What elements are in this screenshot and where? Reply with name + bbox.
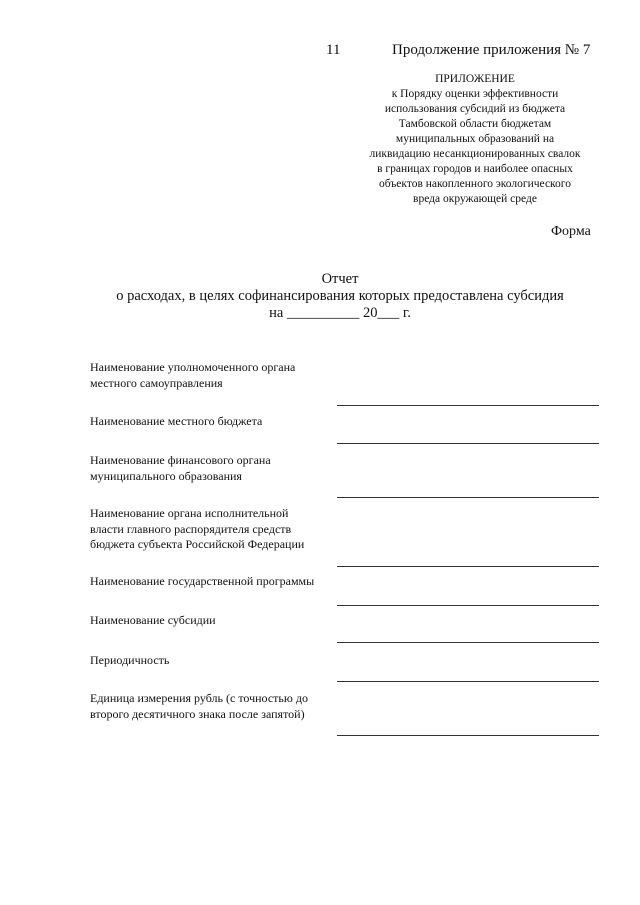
field-input-line-local-budget[interactable]	[337, 443, 599, 444]
field-label-periodicity	[90, 653, 350, 669]
field-label-line: муниципального образования	[90, 468, 242, 483]
field-label-line: власти главного распорядителя средств	[90, 521, 292, 536]
field-label-authorized-body	[90, 360, 350, 391]
appendix-line: использования субсидий из бюджета	[384, 103, 566, 115]
page-number: 11	[326, 42, 341, 58]
field-label-subsidy	[90, 613, 350, 629]
report-date-line: на __________ 20___ г.	[269, 305, 411, 321]
field-label-line: местного самоуправления	[90, 375, 223, 390]
field-label-unit-of-measure	[90, 691, 350, 722]
field-input-line-state-program[interactable]	[337, 605, 599, 606]
field-label-line: Наименование местного бюджета	[90, 414, 263, 428]
appendix-line: вреда окружающей среде	[413, 193, 537, 205]
report-subtitle: о расходах, в целях софинансирования которых предоставлена субсидия	[116, 288, 564, 304]
field-label-line: Наименование уполномоченного органа	[90, 360, 296, 374]
field-label-line: Наименование финансового органа	[90, 453, 271, 467]
field-input-line-unit-of-measure[interactable]	[337, 735, 599, 736]
field-label-line: Наименование государственной программы	[90, 574, 315, 588]
appendix-line: в границах городов и наиболее опасных	[377, 163, 573, 175]
appendix-line: к Порядку оценки эффективности	[391, 88, 559, 100]
field-input-line-subsidy[interactable]	[337, 642, 599, 643]
appendix-line: объектов накопленного экологического	[379, 178, 571, 190]
field-label-line: второго десятичного знака после запятой)	[90, 706, 305, 721]
field-label-line: Единица измерения рубль (с точностью до	[90, 691, 308, 705]
report-title: Отчет	[321, 271, 359, 287]
field-label-financial-body	[90, 453, 350, 484]
field-label-line: Наименование органа исполнительной	[90, 506, 289, 520]
field-label-executive-body	[90, 506, 350, 553]
appendix-header	[330, 72, 620, 207]
field-input-line-financial-body[interactable]	[337, 497, 599, 498]
report-heading	[80, 271, 600, 322]
appendix-line: муниципальных образований на	[395, 133, 555, 145]
field-label-state-program	[90, 574, 350, 590]
field-label-local-budget	[90, 414, 350, 430]
field-label-line: Периодичность	[90, 653, 170, 667]
field-input-line-executive-body[interactable]	[337, 566, 599, 567]
appendix-continuation-note: Продолжение приложения № 7	[392, 42, 591, 58]
appendix-line: ПРИЛОЖЕНИЕ	[435, 73, 515, 85]
field-label-line: Наименование субсидии	[90, 613, 216, 627]
field-input-line-authorized-body[interactable]	[337, 405, 599, 406]
appendix-line: Тамбовской области бюджетам	[398, 118, 552, 130]
field-label-line: бюджета субъекта Российской Федерации	[90, 537, 305, 551]
field-input-line-periodicity[interactable]	[337, 681, 599, 682]
appendix-line: ликвидацию несанкционированных свалок	[369, 148, 581, 160]
form-label: Форма	[551, 224, 591, 239]
